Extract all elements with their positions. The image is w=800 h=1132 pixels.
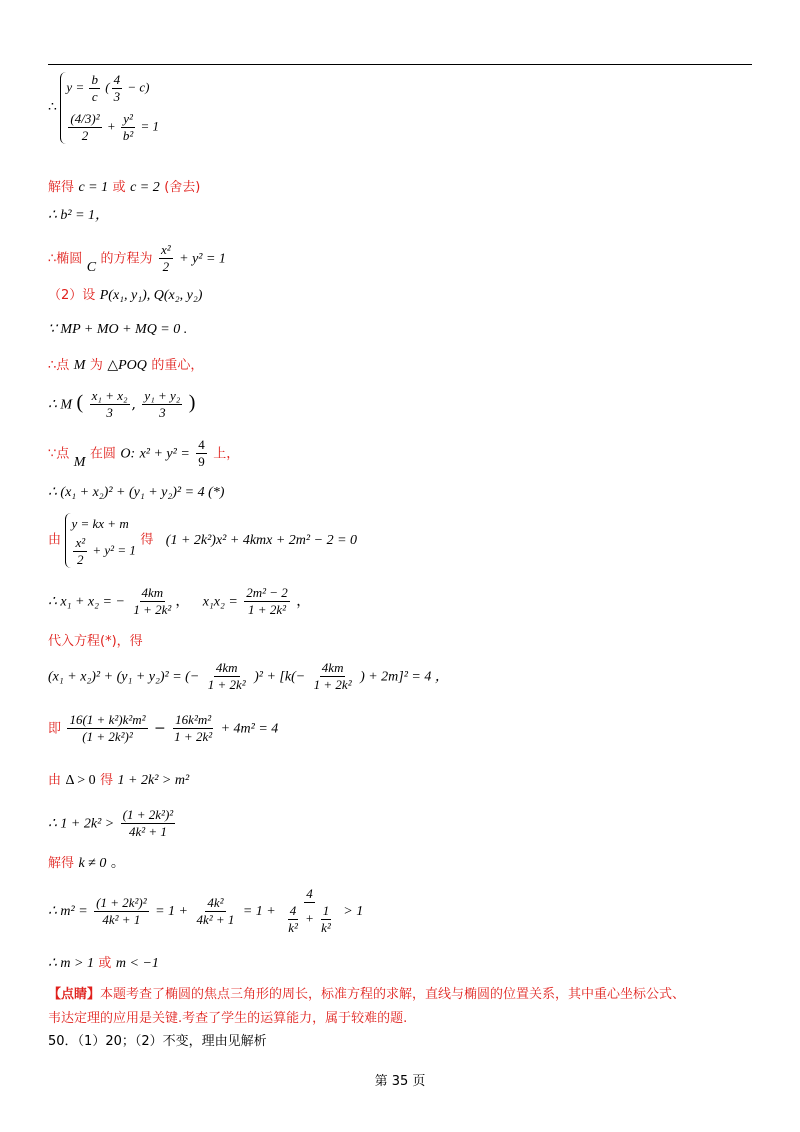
comment-tag: 【点睛】 [48,987,101,1002]
page-number: 第 35 页 [374,1074,426,1089]
circle-line: ∵点 M 在圆 O: x² + y² = $\frac{4}{9}$ 上， [48,437,240,470]
system1-row2: $\frac{\text{(4/3)²}}{2}$ + $\frac{\text{y²}}{\text{b²}}$ = 1 [70,111,160,143]
b-squared-line: ∴ b² = 1， [48,208,110,223]
delta-line: 由 Δ > 0 得 1 + 2k² > m² [48,773,190,788]
comment-block: 【点睛】本题考查了椭圆的焦点三角形的周长，标准方程的求解，直线与椭圆的位置关系，其中重心坐标公式、 韦达定理的应用是关键.考查了学生的运算能力，属于较难的题. [48,987,686,1026]
inequality-line: ∴ 1 + 2k² > $\frac{\text{(1 + 2k²)²}}{\text{4k² + 1}}$ [48,807,174,839]
equation-system-2: 由 y = kx + m $\frac{\text{x²}}{2}$ + y² = 1 得 (1 + 2k²)x² + 4kmx + 2m² − 2 = 0 [48,513,357,568]
part2-setup-line: （2）设 P(x₁, y₁), Q(x₂, y₂) [48,288,203,303]
M-coordinates-line: ∴ M ( $\frac{\text{x₁ + x₂}}{3}$ , $\frac{\text{y₁ + y₂}}{3}$ ) [48,388,196,420]
equation-system-1 [48,72,159,144]
therefore-symbol: ∴ [48,100,57,115]
ji-equation: 即 $\frac{\text{16(1 + k²)k²m²}}{\text{(1 + 2k²)²}}$ − $\frac{\text{16k²m²}}{\text{1 + 2k²}}$ + 4m² = 4 [48,712,279,744]
system-brace [60,72,159,144]
substituted-equation: (x₁ + x₂)² + (y₁ + y₂)² = (− $\frac{4km}{\text{1 + 2k²}}$ )² + [k(− $\frac{4km}{\text{1 + 2k²}}$ ) + 2m]² = 4 ， [48,660,449,692]
substitute-line: 代入方程(*)，得 [48,634,143,649]
system1-row1: y = $\frac{b}{c}$ ( $\frac{4}{3}$ − c) [66,72,150,104]
star-equation-line: ∴ (x₁ + x₂)² + (y₁ + y₂)² = 4 (*) [48,485,225,500]
solve-c-line: 解得 c = 1 或 c = 2 (舍去) [48,180,201,195]
solve-k-line: 解得 k ≠ 0 。 [48,855,125,871]
m-squared-line: ∴ m² = $\frac{\text{(1 + 2k²)²}}{\text{4k² + 1}}$ = 1 + $\frac{\text{4k²}}{\text{4k² + 1}}$ = 1 + 4 $\frac{4}{\text{k²}}$ + $\frac{1}{\text{k²}}$ > 1 [48,886,364,935]
vieta-line: ∴ x₁ + x₂ = − $\frac{4km}{\text{1 + 2k²}}$ ， x₁x₂ = $\frac{\text{2m² − 2}}{\text{1 + 2k²}}$ ， [48,585,311,617]
question-50-answer: 50．（1）20；（2）不变，理由见解析 [48,1034,267,1049]
centroid-line: ∴点 M 为 △POQ 的重心， [48,358,204,373]
ellipse-equation-line: ∴椭圆 C 的方程为 $\frac{\text{x²}}{2}$ + y² = 1 [48,242,226,275]
header-rule [48,64,752,65]
final-m-range-line: ∴ m > 1 或 m < −1 [48,956,159,971]
vector-equation-line: ∵ MP + MO + MQ = 0 . [48,322,188,337]
